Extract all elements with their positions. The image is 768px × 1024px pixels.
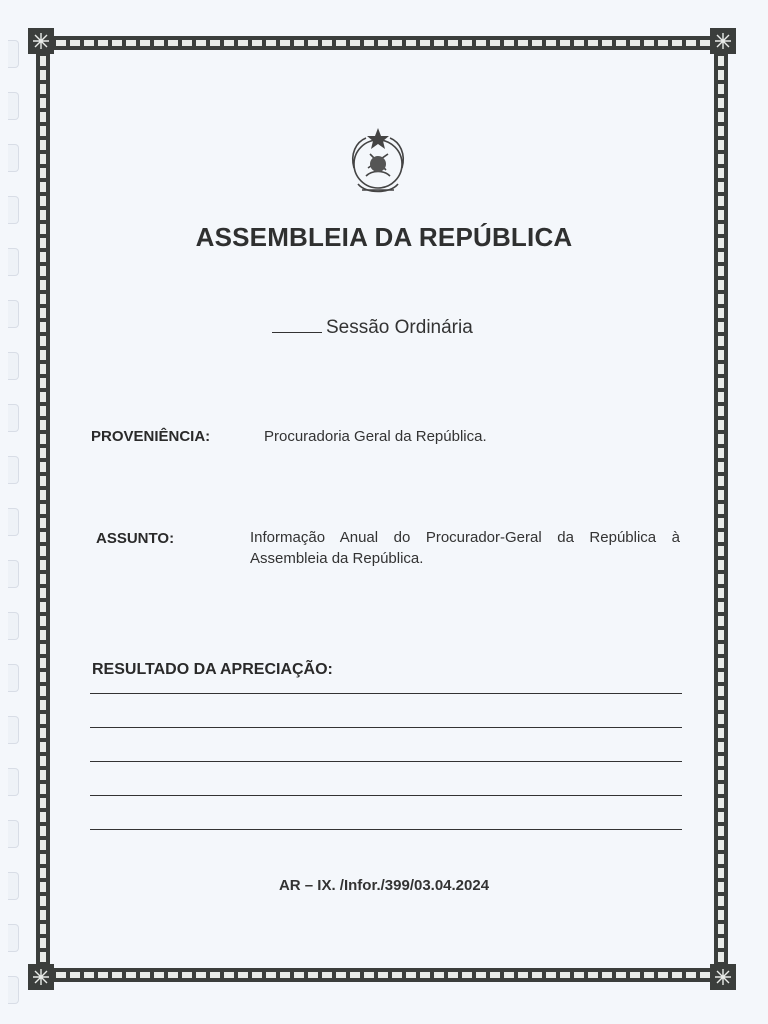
mozambique-coat-of-arms-icon: [340, 124, 416, 204]
subject-value: [250, 527, 680, 569]
session-line: [272, 314, 473, 339]
result-line: [90, 727, 682, 729]
session-label: Sessão Ordinária: [326, 317, 473, 338]
session-number-blank: [272, 314, 322, 333]
subject-value-line-2: Assembleia da República.: [250, 550, 424, 567]
provenance-label: PROVENIÊNCIA:: [91, 428, 211, 445]
subject-value-line-1: Informação Anual do Procurador-Geral da República à: [250, 529, 680, 546]
result-line: [90, 761, 682, 763]
result-label: RESULTADO DA APRECIAÇÃO:: [92, 661, 333, 678]
subject-label: ASSUNTO:: [96, 530, 175, 547]
result-lines: [90, 693, 682, 863]
result-line: [90, 829, 682, 831]
page-title: ASSEMBLEIA DA REPÚBLICA: [195, 222, 573, 252]
result-line: [90, 795, 682, 797]
provenance-value: Procuradoria Geral da República.: [264, 428, 487, 445]
result-line: [90, 693, 682, 695]
document-reference: AR – IX. /Infor./399/03.04.2024: [278, 877, 490, 894]
